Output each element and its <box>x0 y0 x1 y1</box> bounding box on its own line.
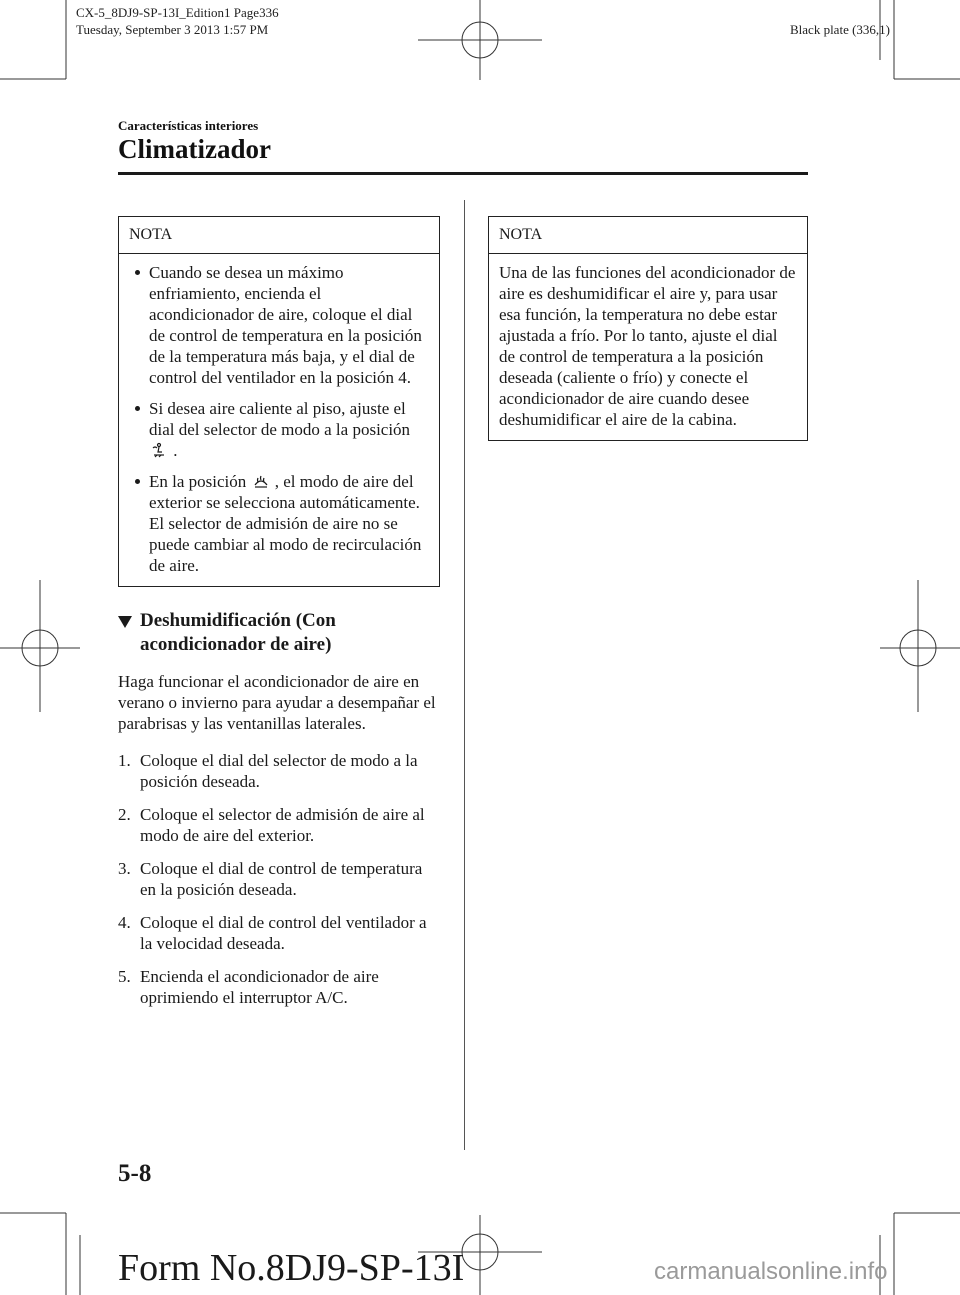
step-text: Coloque el selector de admisión de aire al modo de aire del exterior. <box>140 805 425 845</box>
section-label: Características interiores <box>118 118 259 133</box>
file-line: CX-5_8DJ9-SP-13I_Edition1 Page336 <box>76 5 279 20</box>
down-triangle-icon <box>118 616 132 628</box>
note-bullet <box>129 398 429 461</box>
note-heading: NOTA <box>489 217 807 254</box>
page-title: Climatizador <box>118 134 271 164</box>
step-number: 5. <box>118 967 131 986</box>
note-bullet-text: Si desea aire caliente al piso, ajuste el dial del selector de modo a la posición <box>149 399 411 439</box>
bullet-dot <box>135 479 140 484</box>
date-line: Tuesday, September 3 2013 1:57 PM <box>76 22 269 37</box>
note-box-right <box>488 216 808 441</box>
note-box-left <box>118 216 440 587</box>
column-divider <box>464 200 465 1150</box>
step-number: 1. <box>118 751 131 770</box>
bullet-dot <box>135 406 140 411</box>
list-item <box>118 966 440 1008</box>
note-bullet-text-end: , el modo de aire del exterior se selecciona automáticamente. El selector de admisión de aire no se puede cambiar al modo de recirculación de aire. <box>149 472 422 575</box>
subheading-line2: acondicionador de aire) <box>140 634 332 655</box>
step-text: Coloque el dial del selector de modo a la posición deseada. <box>140 751 418 791</box>
left-column <box>118 216 440 1020</box>
list-item <box>118 804 440 846</box>
note-text: Una de las funciones del acondicionador de aire es deshumidificar el aire y, para usar esa función, la temperatura no debe estar ajustada a frío. Por lo tanto, ajuste el dial de control de temperatura a la posición deseada (caliente o frío) y conecte el acondicionador de aire cuando desee deshumidificar el aire de la cabina. <box>499 263 796 429</box>
subheading-line1: Deshumidificación (Con <box>140 610 336 631</box>
step-text: Coloque el dial de control de temperatura en la posición deseada. <box>140 859 423 899</box>
note-bullet-text: En la posición <box>149 472 247 491</box>
plate-label: Black plate (336,1) <box>790 22 890 37</box>
print-job-header <box>76 4 396 38</box>
subsection-heading <box>118 609 440 657</box>
list-item <box>118 912 440 954</box>
list-item <box>118 750 440 792</box>
step-number: 3. <box>118 859 131 878</box>
defroster-mode-icon <box>253 473 269 489</box>
floor-defrost-mode-icon <box>151 442 167 458</box>
note-bullet <box>129 262 429 388</box>
note-bullet-text-end: . <box>173 441 178 460</box>
note-bullet-text: Cuando se desea un máximo enfriamiento, encienda el acondicionador de aire, coloque el dial de control de temperatura en la posición de la temperatura más baja, y el dial de control del ventilador en la posición 4. <box>149 263 422 387</box>
page-number: 5-8 <box>118 1160 152 1187</box>
note-body <box>489 254 807 440</box>
form-number: Form No.8DJ9-SP-13I <box>118 1247 465 1289</box>
step-number: 2. <box>118 805 131 824</box>
note-bullet <box>129 471 429 576</box>
bullet-dot <box>135 270 140 275</box>
step-number: 4. <box>118 913 131 932</box>
step-text: Encienda el acondicionador de aire oprimiendo el interruptor A/C. <box>140 967 379 1007</box>
note-heading: NOTA <box>119 217 439 254</box>
title-rule <box>118 172 808 175</box>
note-body <box>119 254 439 586</box>
intro-paragraph: Haga funcionar el acondicionador de aire en verano o invierno para ayudar a desempañar el parabrisas y las ventanillas laterales. <box>118 672 436 733</box>
steps-list <box>118 750 440 1008</box>
list-item <box>118 858 440 900</box>
step-text: Coloque el dial de control del ventilador a la velocidad deseada. <box>140 913 427 953</box>
watermark: carmanualsonline.info <box>654 1258 888 1285</box>
